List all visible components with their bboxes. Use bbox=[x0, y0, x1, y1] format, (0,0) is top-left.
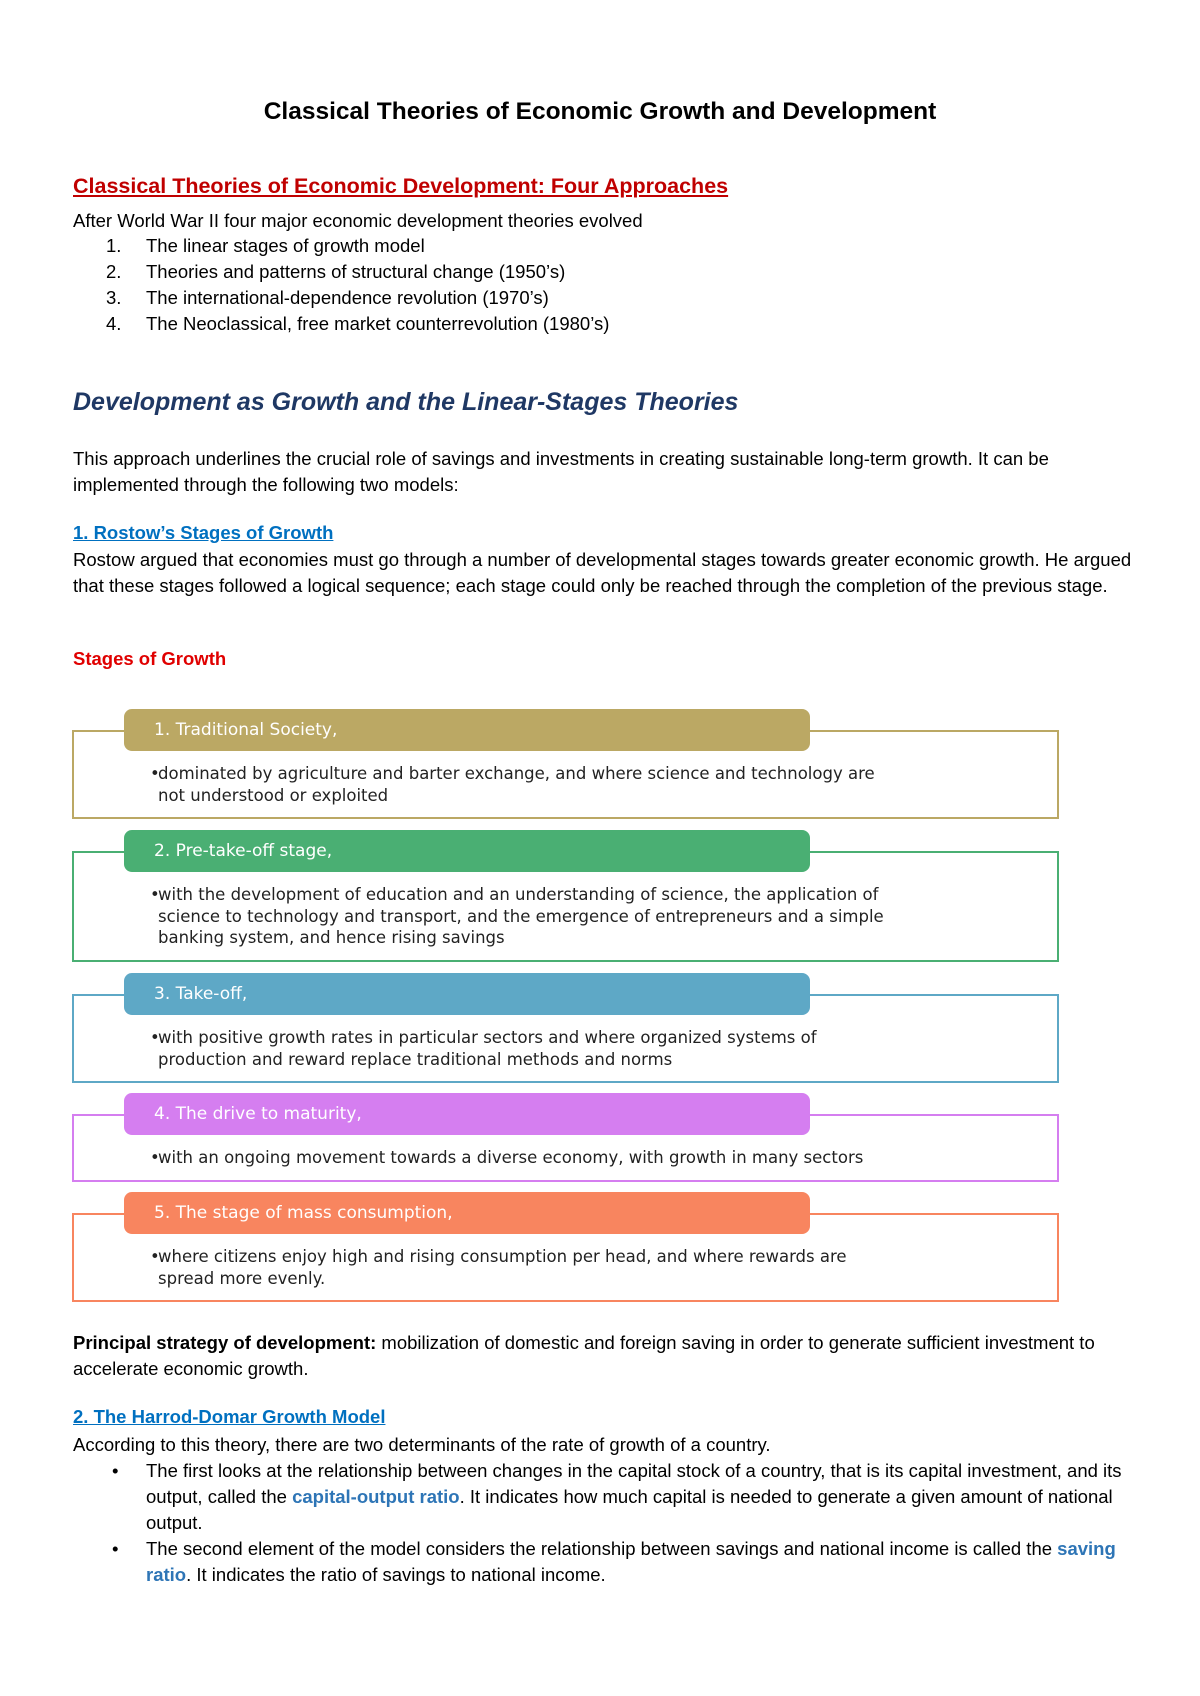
stage-label-2: 2. Pre-take-off stage, bbox=[124, 830, 810, 872]
bullet-saving-ratio: • The second element of the model considers the relationship between savings and national income is called the saving ratio. It indicates the ratio of savings to national income. bbox=[112, 1538, 1116, 1585]
stage-description-5: •where citizens enjoy high and rising consumption per head, and where rewards are spread more evenly. bbox=[150, 1247, 847, 1288]
stage-description-4: •with an ongoing movement towards a diverse economy, with growth in many sectors bbox=[150, 1148, 864, 1167]
section-heading-linear-stages: Development as Growth and the Linear-Stages Theories bbox=[73, 388, 739, 416]
list-text: The international-dependence revolution (1970’s) bbox=[146, 287, 549, 308]
stage-label-1: 1. Traditional Society, bbox=[124, 709, 810, 751]
list-text: Theories and patterns of structural change (1950’s) bbox=[146, 261, 566, 282]
intro-text: After World War II four major economic development theories evolved bbox=[73, 210, 643, 231]
keyword-saving-ratio: saving ratio bbox=[146, 1538, 1116, 1585]
strategy-text: mobilization of domestic and foreign saving in order to generate sufficient investment to accelerate economic growth. bbox=[73, 1332, 1095, 1379]
list-number: 4. bbox=[106, 313, 122, 334]
stage-description-2: •with the development of education and an understanding of science, the application of science to technology and transport, and the emergence of entrepreneurs and a simple banking system, and hence rising savings bbox=[150, 885, 884, 947]
approaches-list bbox=[106, 233, 609, 337]
list-text: The linear stages of growth model bbox=[146, 235, 425, 256]
harrod-domar-heading: 2. The Harrod-Domar Growth Model bbox=[73, 1406, 386, 1427]
rostow-heading: 1. Rostow’s Stages of Growth bbox=[73, 522, 334, 543]
list-item bbox=[106, 259, 609, 285]
list-number: 2. bbox=[106, 261, 122, 282]
strategy-paragraph bbox=[73, 1330, 1133, 1382]
list-text: The Neoclassical, free market counterrevolution (1980’s) bbox=[146, 313, 610, 334]
page-title: Classical Theories of Economic Growth and Development bbox=[263, 98, 937, 125]
stage-description-3: •with positive growth rates in particular sectors and where organized systems of production and reward replace traditional methods and norms bbox=[150, 1028, 817, 1069]
section-heading-four-approaches: Classical Theories of Economic Development: Four Approaches bbox=[73, 174, 729, 198]
list-number: 1. bbox=[106, 235, 122, 256]
strategy-label: Principal strategy of development: bbox=[73, 1332, 377, 1353]
stage-label-5: 5. The stage of mass consumption, bbox=[124, 1192, 810, 1234]
list-item bbox=[106, 285, 609, 311]
keyword-capital-output-ratio: capital-output ratio bbox=[292, 1486, 460, 1507]
bullet-capital-output: • The first looks at the relationship between changes in the capital stock of a country, that is its capital investment, and its output, called the capital-output ratio. It indicates how much capital is needed to generate a given amount of national output. bbox=[112, 1460, 1122, 1533]
list-item bbox=[106, 233, 609, 259]
list-number: 3. bbox=[106, 287, 122, 308]
stage-description-1: •dominated by agriculture and barter exchange, and where science and technology are not understood or exploited bbox=[150, 764, 875, 805]
approach-paragraph: This approach underlines the crucial role of savings and investments in creating sustainable long-term growth. It can be implemented through the following two models: bbox=[73, 448, 1049, 495]
rostow-paragraph: Rostow argued that economies must go through a number of developmental stages towards greater economic growth. He argued that these stages followed a logical sequence; each stage could only be reached through the completion of the previous stage. bbox=[73, 549, 1132, 596]
harrod-domar-paragraph: According to this theory, there are two determinants of the rate of growth of a country. bbox=[73, 1434, 771, 1455]
list-item bbox=[106, 311, 609, 337]
stages-heading: Stages of Growth bbox=[73, 648, 227, 669]
stage-label-4: 4. The drive to maturity, bbox=[124, 1093, 810, 1135]
stage-label-3: 3. Take-off, bbox=[124, 973, 810, 1015]
